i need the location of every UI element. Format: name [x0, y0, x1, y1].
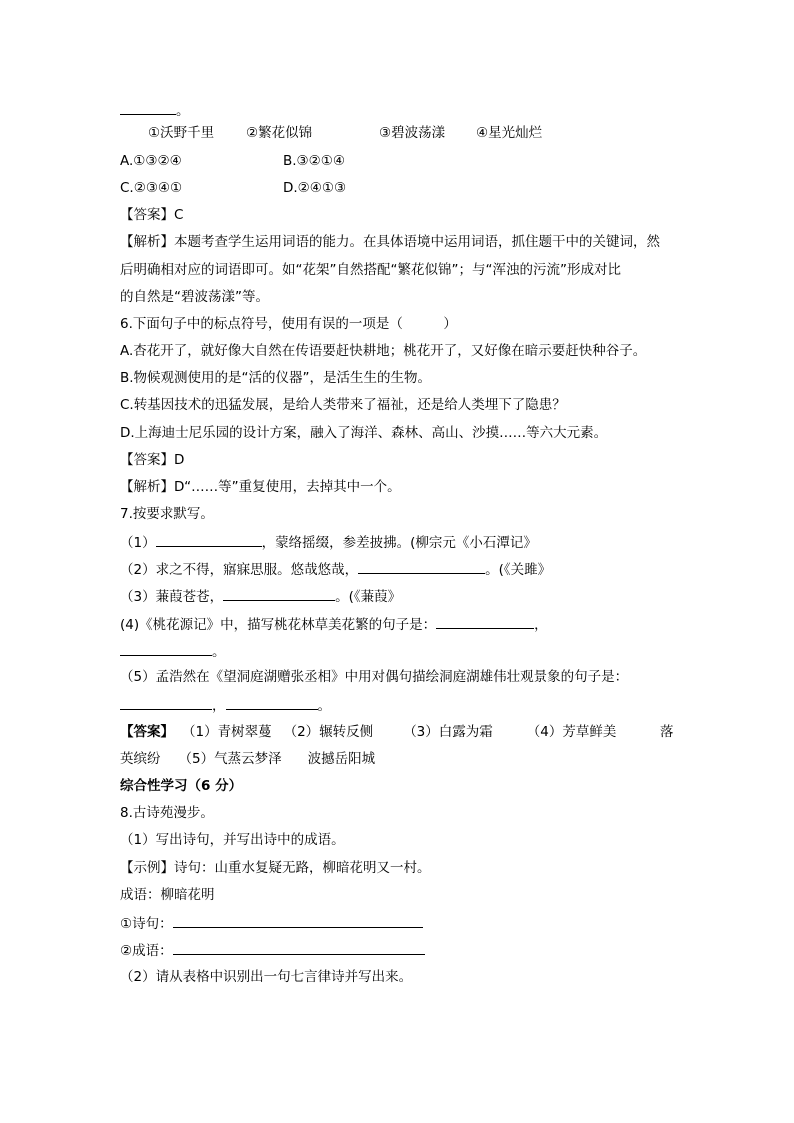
- q7-item-2-pre: （2）求之不得，寤寐思服。悠哉悠哉，: [120, 562, 359, 578]
- fill-blank: [173, 939, 425, 955]
- q7-item-4-end: 。: [212, 644, 226, 660]
- section-heading: 综合性学习（6 分）: [120, 778, 243, 794]
- q6-option-d: D.上海迪士尼乐园的设计方案，融入了海洋、森林、高山、沙摸……等六大元素。: [120, 425, 608, 441]
- q5-word-1: ①沃野千里: [148, 125, 215, 141]
- q8-idiom-label: ②成语：: [120, 943, 173, 959]
- q7-item-4-pre: (4)《桃花源记》中，描写桃花林草美花繁的句子是：: [120, 617, 437, 633]
- q5-option-c: C.②③④①: [120, 180, 183, 196]
- fill-blank: [173, 912, 423, 928]
- fill-blank: [358, 558, 485, 574]
- q6-stem: 6.下面句子中的标点符号，使用有误的一项是（ ）: [120, 316, 457, 332]
- q7-item-3-post: 。(《蒹葭》: [335, 589, 402, 605]
- q5-word-4: ④星光灿烂: [476, 125, 543, 141]
- q7-answer-1: （1）青树翠蔓: [182, 724, 272, 740]
- q6-analysis: 【解析】D“……等”重复使用，去掉其中一个。: [120, 479, 401, 495]
- q6-answer: 【答案】D: [120, 452, 185, 468]
- q7-stem: 7.按要求默写。: [120, 506, 214, 522]
- q6-option-c: C.转基因技术的迅猛发展，是给人类带来了福祉，还是给人类埋下了隐患？: [120, 397, 566, 413]
- fill-blank: [156, 531, 262, 547]
- q5-analysis-line-2: 后明确相对应的词语即可。如“花架”自然搭配“繁花似锦”；与“浑浊的污流”形成对比: [120, 262, 621, 278]
- q5-analysis-line-3: 的自然是“碧波荡漾”等。: [120, 289, 269, 305]
- q7-answer-line-1: [120, 722, 616, 742]
- q7-item-1-pre: （1）: [120, 535, 156, 551]
- q7-answer-line-2: [120, 749, 375, 769]
- q7-answer-4: （4）芳草鲜美: [526, 724, 617, 740]
- fill-blank: [120, 640, 212, 656]
- fill-blank: [223, 585, 335, 601]
- q7-item-1: [120, 531, 537, 553]
- q7-item-3: [120, 585, 401, 607]
- q8-poem-label: ①诗句：: [120, 916, 173, 932]
- q7-item-3-pre: （3）蒹葭苍苍，: [120, 589, 224, 605]
- q8-stem: 8.古诗苑漫步。: [120, 805, 214, 821]
- q5-word-2: ②繁花似锦: [246, 125, 313, 141]
- q5-option-a: A.①③②④: [120, 153, 182, 169]
- q7-item-5-end: 。: [317, 698, 331, 714]
- q5-option-d: D.②④①③: [283, 180, 347, 196]
- fill-blank: [120, 694, 212, 710]
- q7-answer-label: 【答案】: [120, 724, 174, 740]
- q7-item-5-comma: ，: [212, 698, 226, 714]
- q5-answer: 【答案】C: [120, 207, 184, 223]
- q8-example: 【示例】诗句：山重水复疑无路，柳暗花明又一村。: [120, 860, 431, 876]
- q5-option-b: B.③②①④: [283, 153, 345, 169]
- fill-blank: [226, 694, 318, 710]
- q7-item-4: [120, 613, 548, 635]
- q8-idiom-answer: [120, 939, 425, 961]
- q6-option-a: A.杏花开了，就好像大自然在传语要赶快耕地；桃花开了，又好像在暗示要赶快种谷子。: [120, 343, 647, 359]
- fill-blank: [436, 613, 534, 629]
- q5-blank-line: [120, 99, 190, 121]
- q7-answer-2: （2）辗转反侧: [283, 724, 374, 740]
- q7-item-2: [120, 558, 551, 580]
- q7-answer-4-cont: 英缤纷: [120, 751, 161, 767]
- q8-poem-answer: [120, 912, 423, 934]
- q7-answer-4-wrap: 落: [660, 724, 674, 740]
- q5-word-3: ③碧波荡漾: [379, 125, 446, 141]
- q7-answer-5: （5）气蒸云梦泽: [178, 751, 282, 767]
- q7-answer-3: （3）白露为霜: [403, 724, 493, 740]
- q7-item-5-blanks: [120, 694, 331, 716]
- q7-item-2-post: 。(《关雎》: [485, 562, 552, 578]
- fill-blank: [120, 99, 176, 115]
- q7-answer-5b: 波撼岳阳城: [307, 751, 376, 767]
- q7-item-1-post: ，蒙络摇缀，参差披拂。(柳宗元《小石潭记》: [261, 535, 537, 551]
- q8-part-1: （1）写出诗句，并写出诗中的成语。: [120, 832, 345, 848]
- q7-item-4-cont: [120, 640, 226, 662]
- q7-item-5: （5）孟浩然在《望洞庭湖赠张丞相》中用对偶句描绘洞庭湖雄伟壮观景象的句子是：: [120, 669, 629, 685]
- q5-tail: 。: [176, 103, 190, 119]
- q8-part-2: （2）请从表格中识别出一句七言律诗并写出来。: [120, 969, 413, 985]
- q7-item-4-comma: ，: [534, 617, 548, 633]
- q6-option-b: B.物候观测使用的是“活的仪器”，是活生生的生物。: [120, 370, 432, 386]
- q8-example-idiom: 成语：柳暗花明: [120, 887, 215, 903]
- q5-analysis-line-1: 【解析】本题考查学生运用词语的能力。在具体语境中运用词语，抓住题干中的关键词，然: [120, 234, 660, 250]
